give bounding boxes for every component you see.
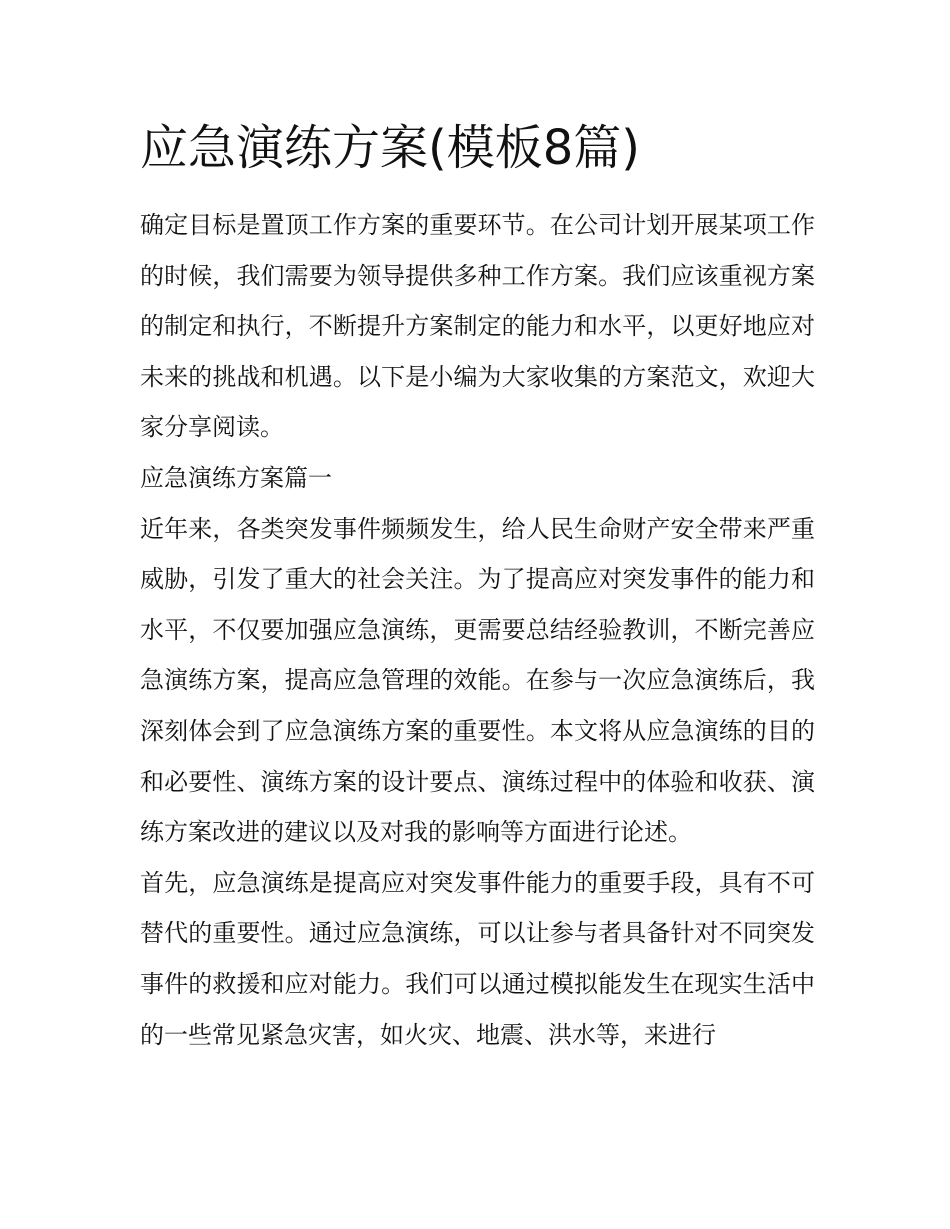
body-paragraph-2: 首先，应急演练是提高应对突发事件能力的重要手段，具有不可替代的重要性。通过应急演练，可以让参与者具备针对不同突发事件的救援和应对能力。我们可以通过模拟能发生在现实生活中的一些常见紧急灾害，如火灾、地震、洪水等，来进行	[140, 868, 815, 1049]
intro-paragraph: 确定目标是置顶工作方案的重要环节。在公司计划开展某项工作的时候，我们需要为领导提供多种工作方案。我们应该重视方案的制定和执行，不断提升方案制定的能力和水平，以更好地应对未来的挑战和机遇。以下是小编为大家收集的方案范文，欢迎大家分享阅读。	[140, 211, 815, 442]
body-paragraph-1: 近年来，各类突发事件频频发生，给人民生命财产安全带来严重威胁，引发了重大的社会关注。为了提高应对突发事件的能力和水平，不仅要加强应急演练，更需要总结经验教训，不断完善应急演练方案，提高应急管理的效能。在参与一次应急演练后，我深刻体会到了应急演练方案的重要性。本文将从应急演练的目的和必要性、演练方案的设计要点、演练过程中的体验和收获、演练方案改进的建议以及对我的影响等方面进行论述。	[140, 514, 815, 847]
document-title: 应急演练方案(模板8篇)	[140, 120, 640, 176]
document-body	[140, 200, 815, 1060]
section-heading: 应急演练方案篇一	[140, 463, 332, 492]
